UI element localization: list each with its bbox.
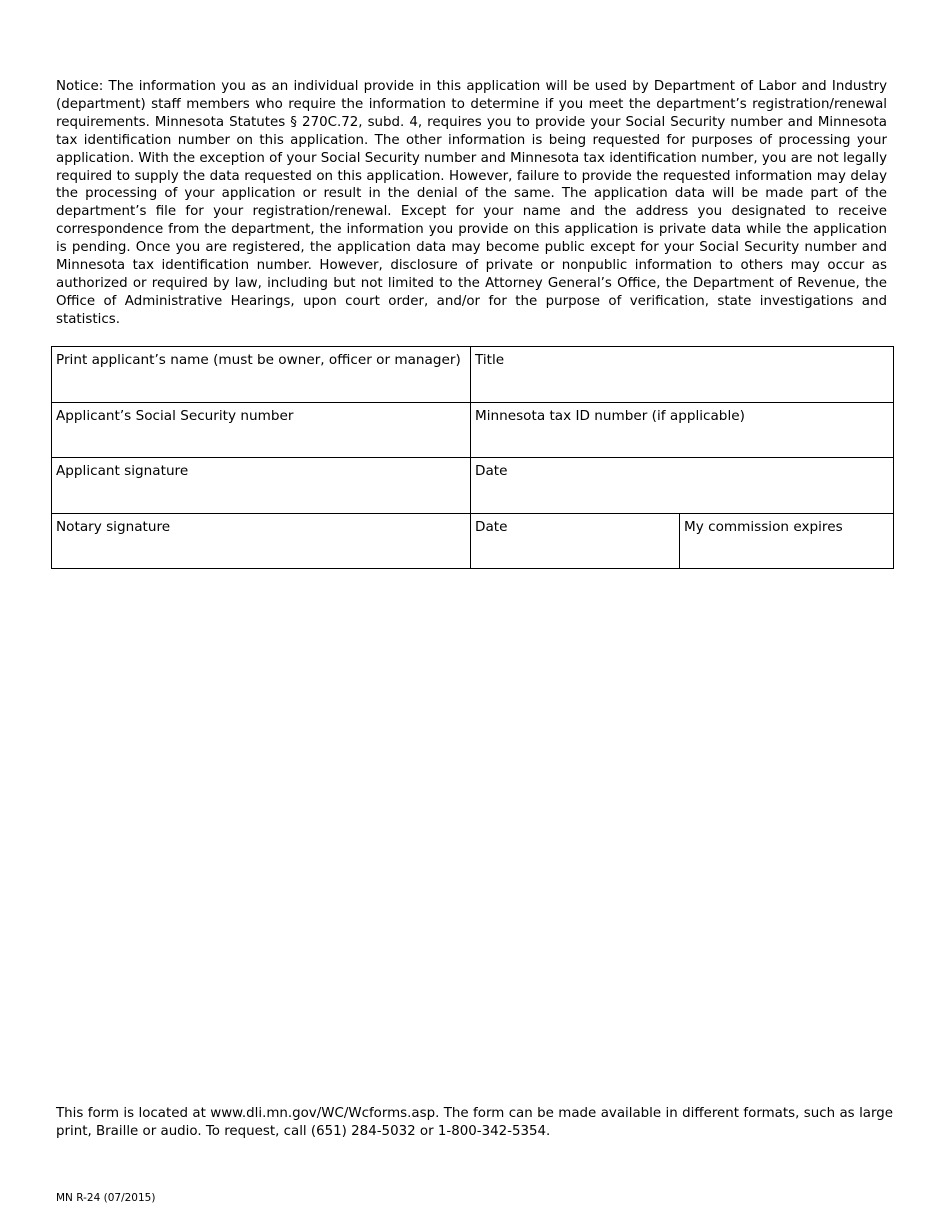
commission-expires-field[interactable] bbox=[680, 513, 894, 569]
commission-expires-label: My commission expires bbox=[684, 518, 843, 535]
form-row-notary bbox=[52, 513, 894, 569]
notary-signature-label: Notary signature bbox=[56, 518, 171, 535]
form-row-ids bbox=[52, 402, 894, 458]
ssn-label: Applicant’s Social Security number bbox=[56, 407, 294, 424]
form-row-name bbox=[52, 347, 894, 403]
mn-tax-id-field[interactable] bbox=[471, 402, 894, 458]
notary-date-label: Date bbox=[475, 518, 508, 535]
applicant-date-label: Date bbox=[475, 463, 508, 479]
ssn-field[interactable] bbox=[52, 402, 471, 458]
privacy-notice: Notice: The information you as an individual provide in this application will be used by Department of Labor and Industry (department) staff members who require the information to determine if you meet the department’s registration/renewal requirements. Minnesota Statutes § 270C.72, subd. 4, requires you to provide your Social Security number and Minnesota tax identification number on this application. The other information is being requested for purposes of processing your application. With the exception of your Social Security number and Minnesota tax identification number, you are not legally required to supply the data requested on this application. However, failure to provide the requested information may delay the processing of your application or result in the denial of the same. The application data will be made part of the department’s file for your registration/renewal. Except for your name and the address you designated to receive correspondence from the department, the information you provide on this application is private data while the application is pending. Once you are registered, the application data may become public except for your Social Security number and Minnesota tax identification number. However, disclosure of private or nonpublic information to others may occur as authorized or required by law, including but not limited to the Attorney General’s Office, the Department of Revenue, the Office of Administrative Hearings, upon court order, and/or for the purpose of verification, state investigations and statistics. bbox=[56, 79, 887, 327]
title-field[interactable] bbox=[471, 347, 894, 403]
form-id: MN R-24 (07/2015) bbox=[56, 1192, 156, 1204]
form-availability-note: This form is located at www.dli.mn.gov/WC/Wcforms.asp. The form can be made available in different formats, such as large print, Braille or audio. To request, call (651) 284-5032 or 1-800-342-5354. bbox=[56, 1106, 893, 1139]
applicant-date-field[interactable] bbox=[471, 458, 894, 514]
notary-date-field[interactable] bbox=[471, 513, 680, 569]
notary-signature-field[interactable] bbox=[52, 513, 471, 569]
applicant-signature-label: Applicant signature bbox=[56, 463, 189, 479]
applicant-name-label: Print applicant’s name (must be owner, officer or manager) bbox=[56, 352, 461, 368]
mn-tax-id-label: Minnesota tax ID number (if applicable) bbox=[475, 407, 745, 424]
title-label: Title bbox=[475, 352, 505, 368]
applicant-signature-form bbox=[51, 346, 894, 569]
applicant-name-field[interactable] bbox=[52, 347, 471, 403]
applicant-signature-field[interactable] bbox=[52, 458, 471, 514]
form-row-applicant-signature bbox=[52, 458, 894, 514]
